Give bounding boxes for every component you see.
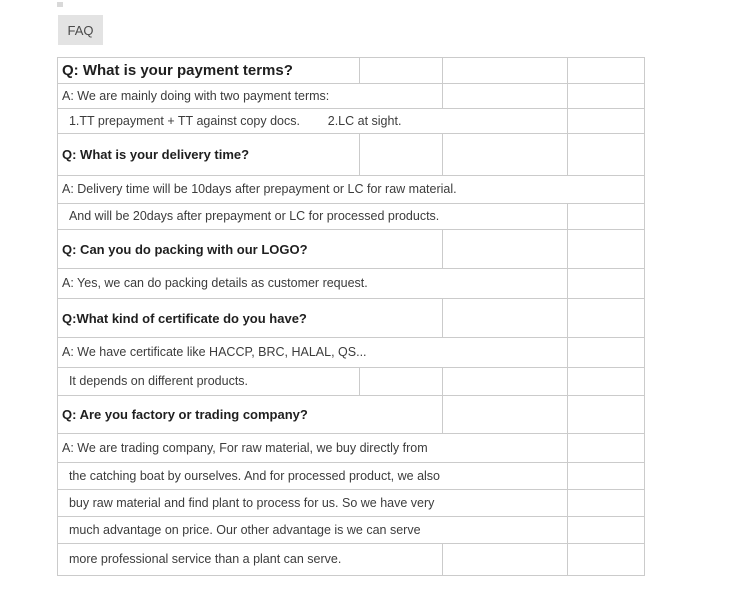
empty-cell	[568, 134, 645, 176]
empty-cell	[568, 463, 645, 490]
tab-faq[interactable]	[58, 15, 103, 45]
faq-answer-cell: more professional service than a plant can serve.	[58, 544, 443, 576]
table-row	[58, 490, 645, 517]
faq-answer-cell: 1.TT prepayment + TT against copy docs. 2.LC at sight.	[58, 109, 568, 134]
faq-answer-cell: And will be 20days after prepayment or LC for processed products.	[58, 204, 568, 230]
empty-cell	[360, 368, 443, 396]
table-row	[58, 434, 645, 463]
table-row	[58, 299, 645, 338]
empty-cell	[443, 544, 568, 576]
empty-cell	[568, 517, 645, 544]
table-row	[58, 230, 645, 269]
empty-cell	[443, 368, 568, 396]
table-row	[58, 109, 645, 134]
faq-question-cell: Q:What kind of certificate do you have?	[58, 299, 443, 338]
faq-answer-cell: A: We are trading company, For raw material, we buy directly from	[58, 434, 568, 463]
faq-answer-cell: A: Yes, we can do packing details as customer request.	[58, 269, 568, 299]
empty-cell	[360, 58, 443, 84]
table-row	[58, 204, 645, 230]
table-row	[58, 134, 645, 176]
table-row	[58, 84, 645, 109]
faq-answer-cell: the catching boat by ourselves. And for processed product, we also	[58, 463, 568, 490]
empty-cell	[568, 204, 645, 230]
faq-answer-cell: much advantage on price. Our other advantage is we can serve	[58, 517, 568, 544]
faq-answer-cell: A: We have certificate like HACCP, BRC, HALAL, QS...	[58, 338, 568, 368]
empty-cell	[568, 338, 645, 368]
empty-cell	[568, 84, 645, 109]
empty-cell	[568, 230, 645, 269]
faq-answer-cell: buy raw material and find plant to process for us. So we have very	[58, 490, 568, 517]
empty-cell	[443, 58, 568, 84]
faq-table	[57, 57, 645, 576]
empty-cell	[443, 396, 568, 434]
faq-question-cell: Q: Are you factory or trading company?	[58, 396, 443, 434]
empty-cell	[568, 396, 645, 434]
empty-cell	[568, 269, 645, 299]
empty-cell	[568, 299, 645, 338]
empty-cell	[443, 230, 568, 269]
faq-table-body	[58, 58, 645, 576]
table-row	[58, 368, 645, 396]
faq-answer-cell: A: Delivery time will be 10days after prepayment or LC for raw material.	[58, 176, 645, 204]
empty-cell	[568, 490, 645, 517]
tab-faq-label: FAQ	[67, 22, 94, 38]
empty-cell	[443, 134, 568, 176]
page-edge-artifact	[57, 2, 63, 7]
table-row	[58, 269, 645, 299]
empty-cell	[568, 368, 645, 396]
table-row	[58, 338, 645, 368]
table-row	[58, 463, 645, 490]
empty-cell	[443, 84, 568, 109]
table-row	[58, 396, 645, 434]
empty-cell	[568, 544, 645, 576]
empty-cell	[568, 109, 645, 134]
faq-answer-cell: A: We are mainly doing with two payment terms:	[58, 84, 443, 109]
empty-cell	[360, 134, 443, 176]
table-row	[58, 58, 645, 84]
table-row	[58, 517, 645, 544]
empty-cell	[568, 434, 645, 463]
faq-answer-cell: It depends on different products.	[58, 368, 360, 396]
empty-cell	[443, 299, 568, 338]
faq-question-cell: Q: What is your payment terms?	[58, 58, 360, 84]
empty-cell	[568, 58, 645, 84]
table-row	[58, 176, 645, 204]
faq-question-cell: Q: Can you do packing with our LOGO?	[58, 230, 443, 269]
table-row	[58, 544, 645, 576]
faq-question-cell: Q: What is your delivery time?	[58, 134, 360, 176]
